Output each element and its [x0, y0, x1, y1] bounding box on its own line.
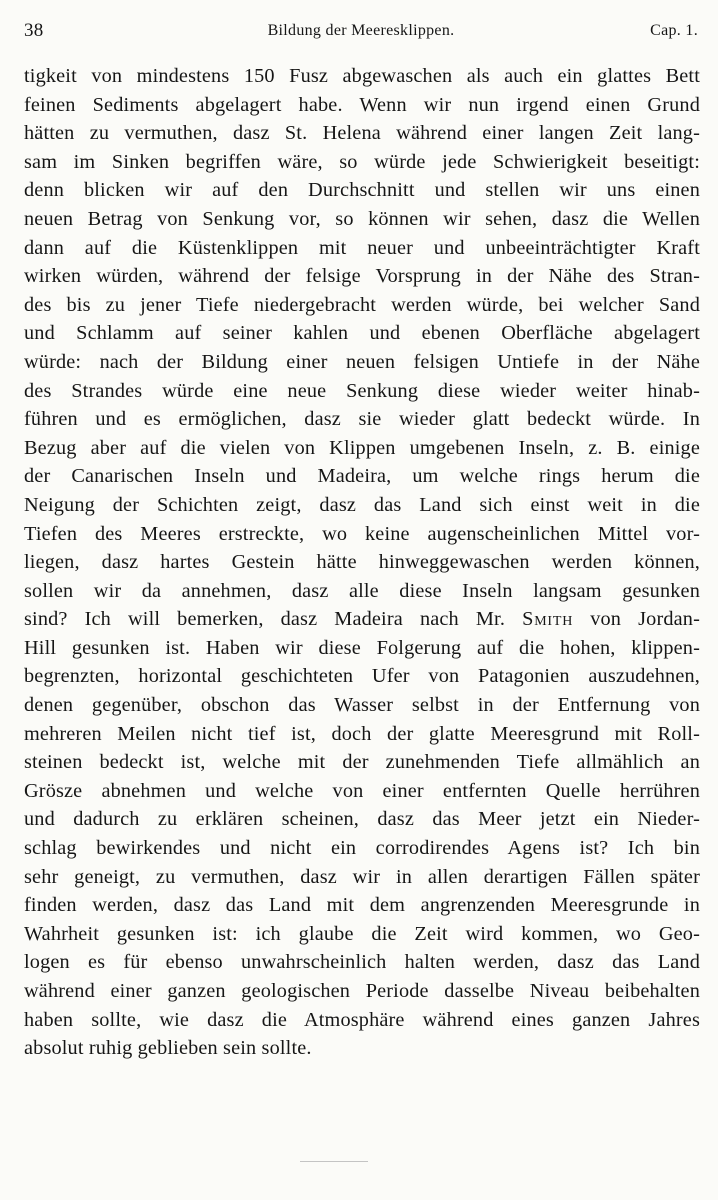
- text-line: liegen, dasz hartes Gestein hätte hinweggewaschen werden können,: [24, 551, 700, 574]
- chapter-label: Cap. 1.: [650, 22, 698, 39]
- text-line: des Strandes würde eine neue Senkung diese wieder weiter hinab-: [24, 379, 700, 402]
- text-line: steinen bedeckt ist, welche mit der zunehmenden Tiefe allmählich an: [24, 751, 700, 774]
- text-line: sehr geneigt, zu vermuthen, dasz wir in allen derartigen Fällen später: [24, 865, 700, 888]
- text-line: begrenzten, horizontal geschichteten Ufer von Patagonien auszudehnen,: [24, 665, 700, 688]
- text-line: dann auf die Küstenklippen mit neuer und unbeeinträchtigter Kraft: [24, 236, 700, 259]
- text-line: [24, 605, 700, 634]
- text-fragment: sind? Ich will bemerken, dasz Madeira nach Mr.: [24, 608, 523, 631]
- text-line: hätten zu vermuthen, dasz St. Helena während einer langen Zeit lang-: [24, 122, 700, 145]
- text-line: Bezug aber auf die vielen von Klippen umgebenen Inseln, z. B. einige: [24, 436, 700, 459]
- text-line: mehreren Meilen nicht tief ist, doch der glatte Meeresgrund mit Roll-: [24, 722, 700, 745]
- text-line: und Schlamm auf seiner kahlen und ebenen Oberfläche abgelagert: [24, 322, 700, 345]
- text-line: und dadurch zu erklären scheinen, dasz das Meer jetzt ein Nieder-: [24, 808, 700, 831]
- text-line: absolut ruhig geblieben sein sollte.: [24, 1037, 312, 1060]
- text-line: denn blicken wir auf den Durchschnitt und stellen wir uns einen: [24, 179, 700, 202]
- text-line: führen und es ermöglichen, dasz sie wieder glatt bedeckt würde. In: [24, 408, 700, 431]
- text-line: finden werden, dasz das Land mit dem angrenzenden Meeresgrunde in: [24, 894, 700, 917]
- text-line: Neigung der Schichten zeigt, dasz das Land sich einst weit in die: [24, 493, 700, 516]
- text-line: sam im Sinken begriffen wäre, so würde jede Schwierigkeit beseitigt:: [24, 150, 700, 173]
- body-text: [24, 62, 700, 1063]
- page-number: 38: [24, 20, 44, 41]
- text-line: der Canarischen Inseln und Madeira, um welche rings herum die: [24, 465, 700, 488]
- text-line: denen gegenüber, obschon das Wasser selbst in der Entfernung von: [24, 694, 700, 717]
- text-line: Grösze abnehmen und welche von einer entfernten Quelle herrühren: [24, 779, 700, 802]
- text-line: Wahrheit gesunken ist: ich glaube die Zeit wird kommen, wo Geo-: [24, 922, 700, 945]
- text-line: des bis zu jener Tiefe niedergebracht werden würde, bei welcher Sand: [24, 293, 700, 316]
- text-fragment: von Jordan-: [573, 608, 700, 631]
- text-line: logen es für ebenso unwahrscheinlich halten werden, dasz das Land: [24, 951, 700, 974]
- text-line: neuen Betrag von Senkung vor, so können wir sehen, dasz die Wellen: [24, 207, 700, 230]
- text-line: während einer ganzen geologischen Periode dasselbe Niveau beibehalten: [24, 980, 700, 1002]
- text-line: sollen wir da annehmen, dasz alle diese Inseln langsam gesunken: [24, 579, 700, 602]
- text-line: Tiefen des Meeres erstreckte, wo keine augenscheinlichen Mittel vor-: [24, 522, 700, 545]
- text-line: tigkeit von mindestens 150 Fusz abgewaschen als auch ein glattes Bett: [24, 65, 700, 87]
- page-header: [24, 16, 698, 48]
- running-title: Bildung der Meeresklippen.: [267, 22, 455, 39]
- text-line: wirken würden, während der felsige Vorsprung in der Nähe des Stran-: [24, 265, 700, 288]
- footer-rule: [300, 1161, 368, 1162]
- text-line: schlag bewirkendes und nicht ein corrodirendes Agens ist? Ich bin: [24, 837, 700, 860]
- person-name: Smith: [522, 608, 574, 631]
- text-line: haben sollte, wie dasz die Atmosphäre während eines ganzen Jahres: [24, 1008, 700, 1031]
- text-line: Hill gesunken ist. Haben wir diese Folgerung auf die hohen, klippen-: [24, 636, 700, 659]
- text-line: feinen Sediments abgelagert habe. Wenn wir nun irgend einen Grund: [24, 93, 700, 116]
- text-line: würde: nach der Bildung einer neuen felsigen Untiefe in der Nähe: [24, 350, 700, 373]
